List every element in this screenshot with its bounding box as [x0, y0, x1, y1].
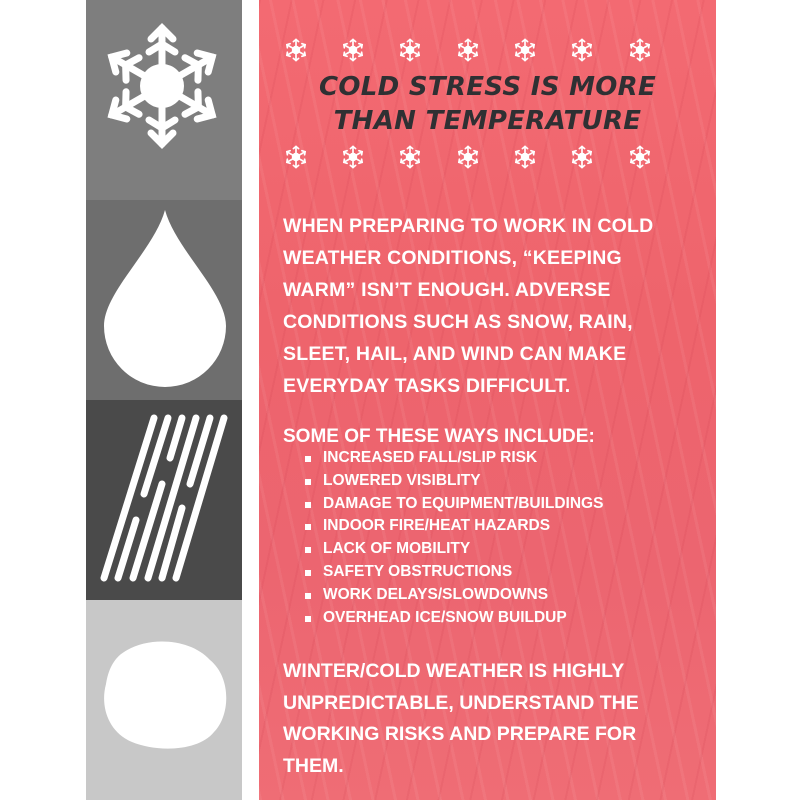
page-title: [259, 70, 716, 138]
small-snowflake-icon: [569, 144, 595, 170]
list-item: [301, 538, 701, 561]
poster: [86, 0, 716, 800]
ways-list: [301, 447, 701, 629]
ways-heading: SOME OF THESE WAYS INCLUDE:: [283, 426, 595, 447]
list-item: [301, 607, 701, 630]
small-snowflake-icon: [283, 37, 309, 63]
title-line: COLD STRESS IS MORE: [318, 72, 657, 102]
list-item-label: OVERHEAD ICE/SNOW BUILDUP: [323, 608, 567, 626]
small-snowflake-icon: [397, 37, 423, 63]
bullet-icon: [305, 456, 311, 462]
rain-tile: [86, 200, 242, 400]
intro-paragraph: [283, 210, 703, 402]
small-snowflake-icon: [283, 144, 309, 170]
small-snowflake-icon: [455, 37, 481, 63]
closing-line: UNPREDICTABLE, UNDERSTAND THE: [283, 691, 639, 714]
list-item: [301, 515, 701, 538]
hail-icon: [86, 600, 242, 800]
list-item-label: LOWERED VISIBLITY: [323, 471, 481, 489]
raindrop-icon: [86, 200, 242, 400]
intro-line: WEATHER CONDITIONS, “KEEPING: [283, 247, 622, 269]
list-item: [301, 493, 701, 516]
snowflake-icon: [86, 0, 242, 200]
list-item: [301, 561, 701, 584]
intro-line: EVERYDAY TASKS DIFFICULT.: [283, 375, 571, 397]
list-item-label: INCREASED FALL/SLIP RISK: [323, 449, 538, 466]
sleet-tile: [86, 400, 242, 600]
closing-paragraph: [283, 656, 703, 782]
list-item-label: LACK OF MOBILITY: [323, 540, 471, 558]
intro-line: WARM” ISN’T ENOUGH. ADVERSE: [283, 279, 611, 301]
list-item: [301, 584, 701, 607]
small-snowflake-icon: [569, 37, 595, 63]
bullet-icon: [305, 502, 311, 508]
bullet-icon: [305, 570, 311, 576]
intro-line: SLEET, HAIL, AND WIND CAN MAKE: [283, 343, 627, 365]
small-snowflake-icon: [512, 144, 538, 170]
sleet-icon: [86, 400, 242, 600]
content-panel: [259, 0, 716, 800]
bullet-icon: [305, 524, 311, 530]
list-item-label: INDOOR FIRE/HEAT HAZARDS: [323, 517, 551, 535]
small-snowflake-icon: [340, 37, 366, 63]
small-snowflake-icon: [627, 37, 653, 63]
bullet-icon: [305, 547, 311, 553]
title-line: THAN TEMPERATURE: [333, 106, 642, 136]
list-item-label: SAFETY OBSTRUCTIONS: [323, 562, 513, 580]
closing-line: THEM.: [283, 754, 344, 777]
bullet-icon: [305, 479, 311, 485]
list-item-label: DAMAGE TO EQUIPMENT/BUILDINGS: [323, 494, 604, 512]
intro-line: WHEN PREPARING TO WORK IN COLD: [283, 215, 654, 237]
bullet-icon: [305, 616, 311, 622]
decorative-snowflake-row-top: [283, 37, 663, 63]
small-snowflake-icon: [627, 144, 653, 170]
closing-line: WINTER/COLD WEATHER IS HIGHLY: [283, 660, 625, 682]
closing-line: WORKING RISKS AND PREPARE FOR: [283, 723, 637, 745]
bullet-icon: [305, 593, 311, 599]
hail-tile: [86, 600, 242, 800]
list-item: [301, 447, 701, 470]
weather-icon-column: [86, 0, 242, 800]
small-snowflake-icon: [512, 37, 538, 63]
intro-line: CONDITIONS SUCH AS SNOW, RAIN,: [283, 311, 633, 333]
snow-tile: [86, 0, 242, 200]
list-item: [301, 470, 701, 493]
decorative-snowflake-row-bottom: [283, 144, 663, 170]
column-divider: [242, 0, 259, 800]
small-snowflake-icon: [455, 144, 481, 170]
small-snowflake-icon: [397, 144, 423, 170]
list-item-label: WORK DELAYS/SLOWDOWNS: [323, 585, 549, 603]
small-snowflake-icon: [340, 144, 366, 170]
